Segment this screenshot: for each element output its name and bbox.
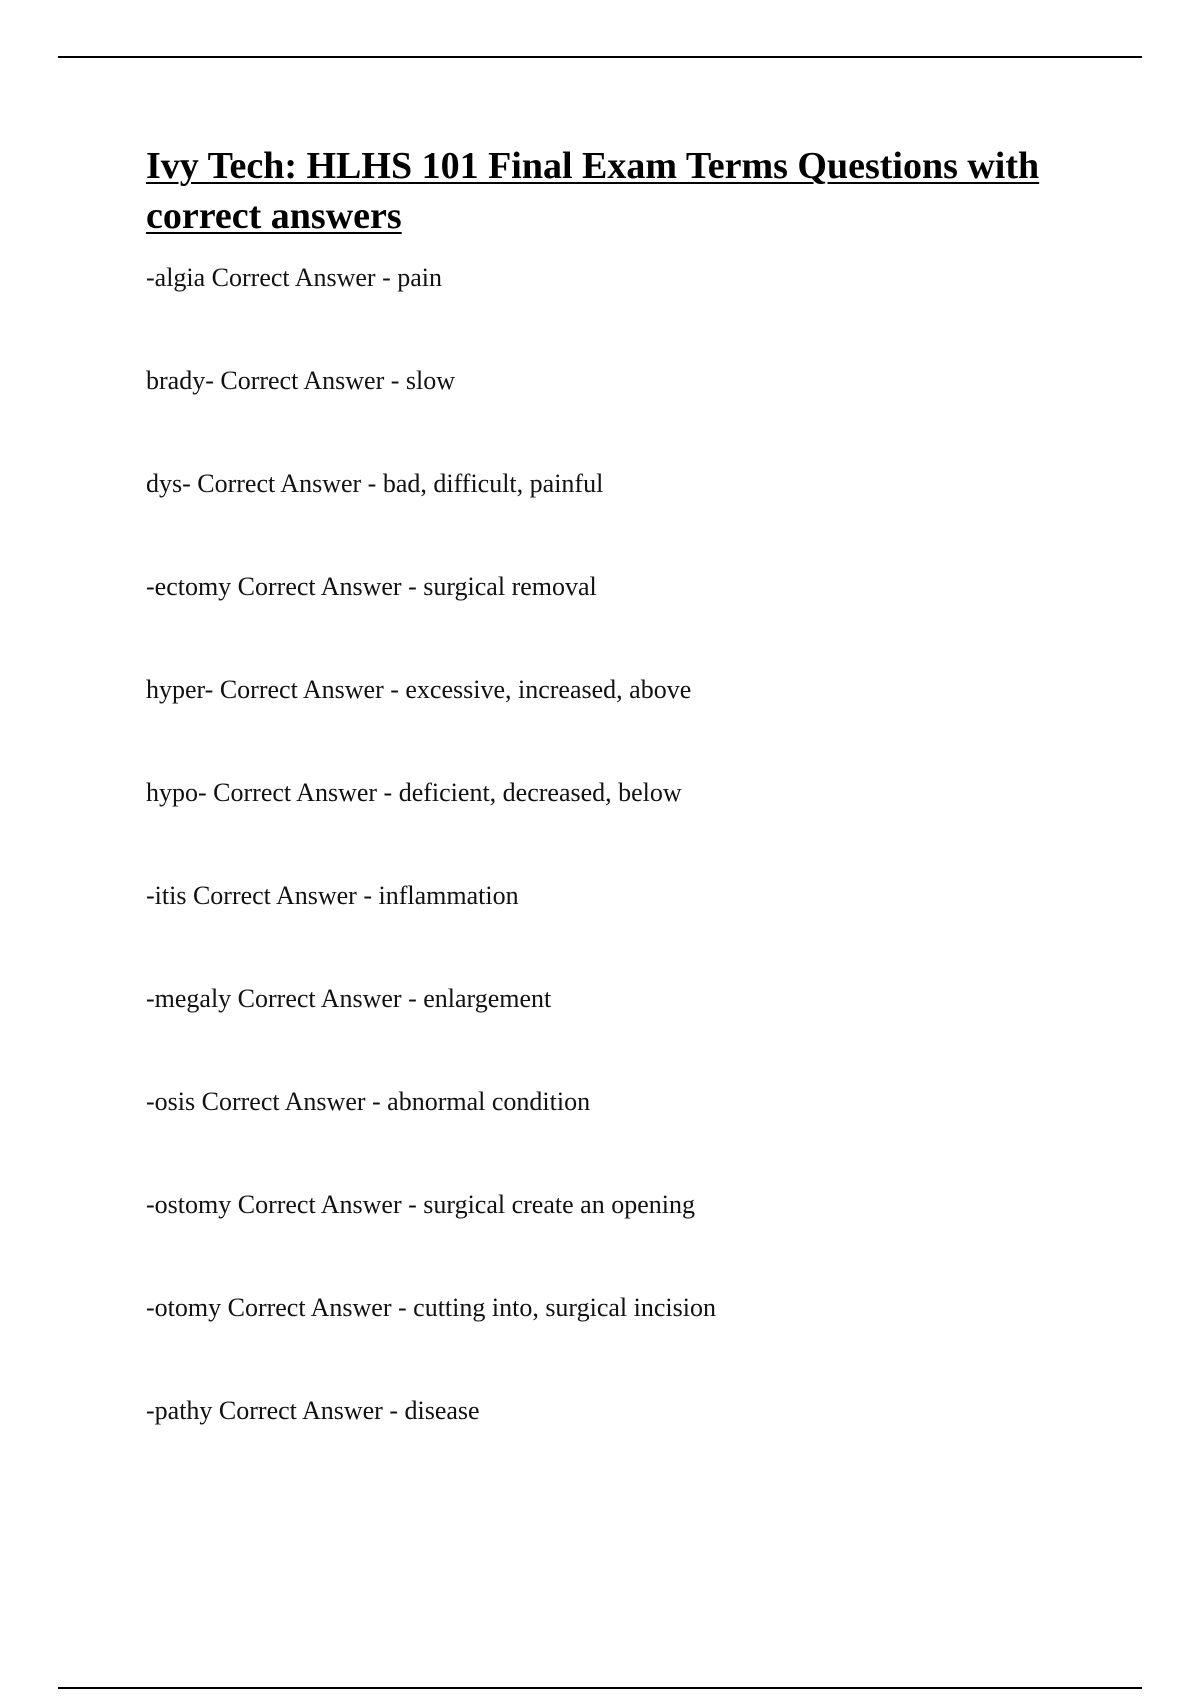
document-body [146, 141, 1086, 241]
term-entry-otomy: -otomy Correct Answer - cutting into, surgical incision [146, 1293, 716, 1322]
term-entry-itis: -itis Correct Answer - inflammation [146, 881, 519, 910]
term-entry-ostomy: -ostomy Correct Answer - surgical create an opening [146, 1190, 695, 1219]
term-entry-ectomy: -ectomy Correct Answer - surgical removal [146, 572, 597, 601]
term-entry-dys: dys- Correct Answer - bad, difficult, painful [146, 469, 604, 498]
term-entry-osis: -osis Correct Answer - abnormal condition [146, 1087, 591, 1116]
header-rule [58, 56, 1142, 58]
term-entry-algia: -algia Correct Answer - pain [146, 263, 443, 292]
term-list [146, 258, 1086, 1494]
term-entry-hypo: hypo- Correct Answer - deficient, decreased, below [146, 778, 682, 807]
footer-rule [58, 1687, 1142, 1689]
term-entry-megaly: -megaly Correct Answer - enlargement [146, 984, 552, 1013]
document-title: Ivy Tech: HLHS 101 Final Exam Terms Questions with correct answers [146, 145, 1040, 237]
term-entry-brady: brady- Correct Answer - slow [146, 366, 456, 395]
term-entry-pathy: -pathy Correct Answer - disease [146, 1396, 480, 1425]
term-entry-hyper: hyper- Correct Answer - excessive, increased, above [146, 675, 692, 704]
